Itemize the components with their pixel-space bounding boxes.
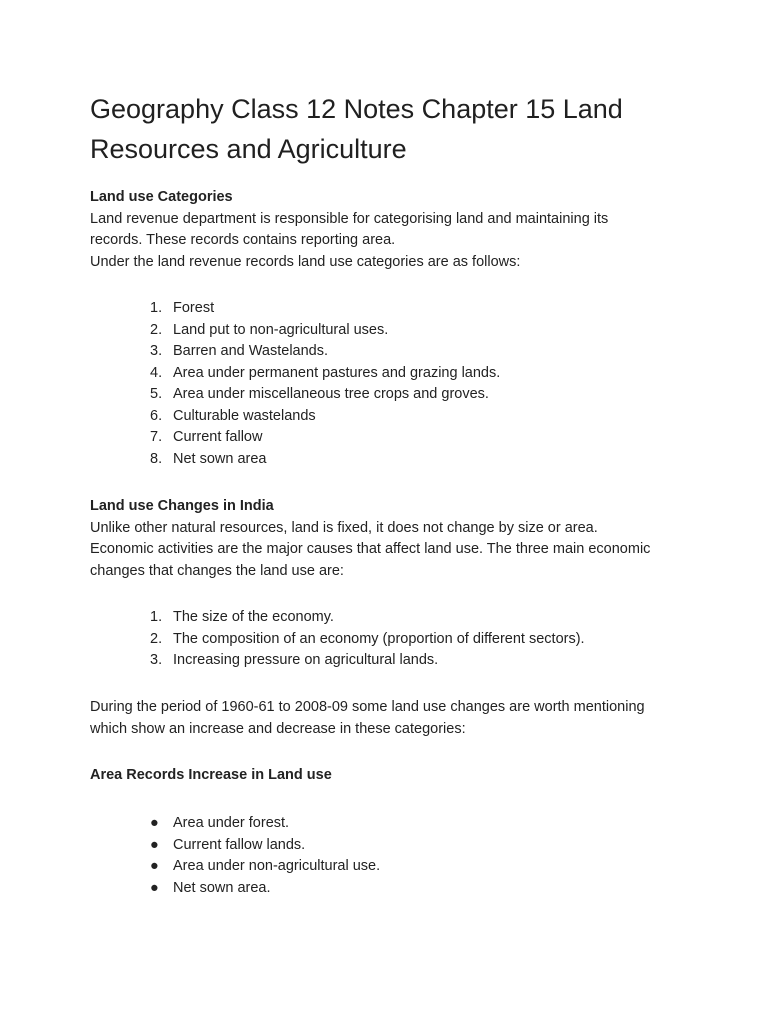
list-item-text: Area under miscellaneous tree crops and groves. bbox=[173, 386, 489, 402]
land-use-changes-section bbox=[90, 496, 690, 582]
list-number: 2. bbox=[150, 630, 163, 647]
list-item-text: Increasing pressure on agricultural lands. bbox=[173, 652, 439, 668]
list-number: 2. bbox=[150, 321, 163, 338]
section-heading: Land use Categories bbox=[90, 189, 233, 205]
list-item bbox=[90, 878, 690, 900]
list-number: 8. bbox=[150, 450, 163, 467]
paragraph-line: which show an increase and decrease in these categories: bbox=[90, 720, 466, 737]
paragraph-line: Economic activities are the major causes that affect land use. The three main economic bbox=[90, 541, 651, 557]
list-item-text: Current fallow lands. bbox=[173, 836, 306, 853]
list-item bbox=[90, 629, 690, 651]
list-item-text: Net sown area. bbox=[173, 879, 271, 896]
list-item bbox=[90, 320, 690, 342]
economic-changes-list bbox=[90, 607, 690, 672]
list-number: 5. bbox=[150, 386, 163, 402]
section-heading: Area Records Increase in Land use bbox=[90, 767, 332, 783]
list-item-text: Area under permanent pastures and grazing lands. bbox=[173, 364, 501, 381]
bullet-icon: ● bbox=[150, 815, 159, 831]
list-item bbox=[90, 607, 690, 629]
list-number: 6. bbox=[150, 407, 163, 424]
list-number: 7. bbox=[150, 429, 163, 445]
list-item-text: Culturable wastelands bbox=[173, 407, 316, 424]
list-number: 1. bbox=[150, 609, 163, 625]
list-number: 1. bbox=[150, 300, 163, 316]
list-item bbox=[90, 835, 690, 857]
list-item bbox=[90, 298, 690, 320]
area-increase-list bbox=[90, 813, 690, 899]
list-item bbox=[90, 813, 690, 835]
bullet-icon: ● bbox=[150, 879, 159, 896]
list-number: 3. bbox=[150, 652, 163, 668]
list-number: 3. bbox=[150, 343, 163, 359]
list-item bbox=[90, 449, 690, 471]
bullet-icon: ● bbox=[150, 858, 159, 874]
list-item bbox=[90, 650, 690, 672]
paragraph-line: Land revenue department is responsible for categorising land and maintaining its bbox=[90, 210, 609, 227]
document-title: Geography Class 12 Notes Chapter 15 Land Resources and Agriculture bbox=[90, 94, 623, 164]
list-item bbox=[90, 341, 690, 363]
list-item bbox=[90, 363, 690, 385]
list-item-text: Barren and Wastelands. bbox=[173, 343, 329, 359]
paragraph-line: records. These records contains reporting area. bbox=[90, 232, 396, 248]
section-heading: Land use Changes in India bbox=[90, 498, 274, 514]
list-item-text: Area under non-agricultural use. bbox=[173, 858, 381, 874]
list-item-text: Current fallow bbox=[173, 429, 263, 445]
paragraph-line: changes that changes the land use are: bbox=[90, 562, 344, 579]
list-item bbox=[90, 427, 690, 449]
paragraph-line: Unlike other natural resources, land is fixed, it does not change by size or area. bbox=[90, 519, 598, 536]
list-item bbox=[90, 384, 690, 406]
list-number: 4. bbox=[150, 364, 163, 381]
land-use-categories-list bbox=[90, 298, 690, 470]
list-item-text: Forest bbox=[173, 300, 215, 316]
list-item bbox=[90, 856, 690, 878]
list-item-text: The size of the economy. bbox=[173, 609, 334, 625]
area-increase-section bbox=[90, 765, 690, 787]
period-note-paragraph bbox=[90, 697, 690, 740]
paragraph-line: Under the land revenue records land use categories are as follows: bbox=[90, 253, 521, 270]
bullet-icon: ● bbox=[150, 836, 159, 853]
land-use-categories-section bbox=[90, 187, 690, 273]
list-item-text: Area under forest. bbox=[173, 815, 290, 831]
paragraph-line: During the period of 1960-61 to 2008-09 some land use changes are worth mentioning bbox=[90, 699, 645, 715]
list-item bbox=[90, 406, 690, 428]
list-item-text: The composition of an economy (proportion of different sectors). bbox=[173, 630, 585, 647]
list-item-text: Net sown area bbox=[173, 450, 267, 467]
list-item-text: Land put to non-agricultural uses. bbox=[173, 321, 389, 338]
